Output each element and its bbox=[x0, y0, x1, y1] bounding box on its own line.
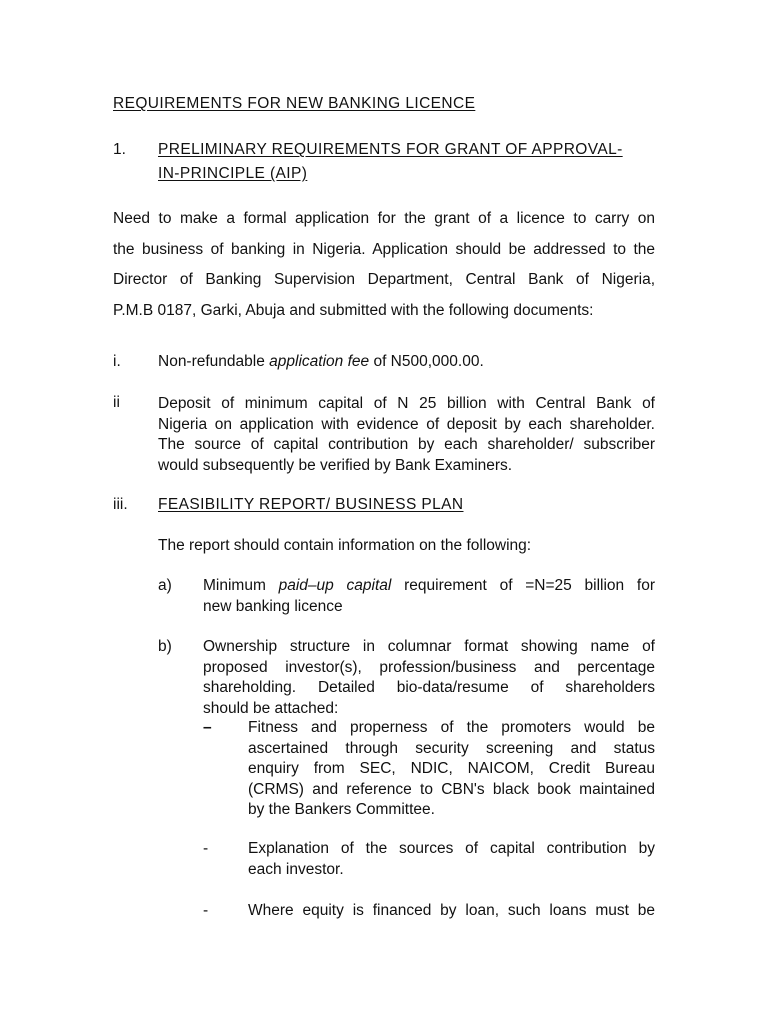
intro-paragraph bbox=[113, 204, 655, 326]
item-b-number: b) bbox=[158, 638, 172, 655]
sub-3-paragraph bbox=[248, 901, 655, 922]
sub-1-line: (CRMS) and reference to CBN's black book maintained bbox=[248, 780, 655, 798]
sub-1-line: Fitness and properness of the promoters would be bbox=[248, 719, 655, 736]
sub-2-line: each investor. bbox=[248, 860, 344, 878]
item-i-after: of N500,000.00. bbox=[369, 353, 484, 370]
sub-1-line: by the Bankers Committee. bbox=[248, 801, 435, 818]
document-title: REQUIREMENTS FOR NEW BANKING LICENCE bbox=[113, 95, 476, 112]
item-ii-line: would subsequently be verified by Bank Examiners. bbox=[158, 456, 513, 474]
item-b-line: Ownership structure in columnar format showing name of bbox=[203, 638, 655, 655]
item-a-emphasis: paid–up capital bbox=[278, 577, 392, 594]
intro-line: P.M.B 0187, Garki, Abuja and submitted with the following documents: bbox=[113, 301, 594, 319]
item-b-line: shareholding. Detailed bio-data/resume of shareholders bbox=[203, 679, 655, 696]
item-i-before: Non-refundable bbox=[158, 353, 270, 370]
sub-1-line: enquiry from SEC, NDIC, NAICOM, Credit Bureau bbox=[248, 760, 655, 777]
item-a-line-2: new banking licence bbox=[203, 597, 343, 615]
sub-1-dash: – bbox=[203, 719, 212, 736]
item-b-paragraph bbox=[203, 637, 655, 719]
item-a-line-1 bbox=[203, 576, 655, 597]
section-1-number: 1. bbox=[113, 141, 126, 158]
item-ii-line: The source of capital contribution by each shareholder/ subscriber bbox=[158, 436, 655, 453]
item-i-text bbox=[158, 353, 484, 371]
item-b-line: should be attached: bbox=[203, 699, 339, 717]
item-i-emphasis: application fee bbox=[269, 353, 370, 370]
item-i-number: i. bbox=[113, 353, 121, 370]
item-ii-line: Deposit of minimum capital of N 25 billion with Central Bank of bbox=[158, 395, 655, 412]
item-iii-heading: FEASIBILITY REPORT/ BUSINESS PLAN bbox=[158, 496, 464, 513]
item-a-after: requirement of =N=25 billion for bbox=[391, 577, 656, 594]
item-ii-number: ii bbox=[113, 394, 120, 411]
item-ii-line: Nigeria on application with evidence of deposit by each shareholder. bbox=[158, 415, 655, 433]
sub-2-dash: - bbox=[203, 840, 209, 857]
sub-3-dash: - bbox=[203, 902, 209, 919]
item-a-before: Minimum bbox=[203, 577, 279, 594]
section-1-heading-line-2: IN-PRINCIPLE (AIP) bbox=[158, 165, 308, 182]
sub-1-line: ascertained through security screening and status bbox=[248, 739, 655, 757]
sub-1-paragraph bbox=[248, 718, 655, 821]
intro-line: Need to make a formal application for the grant of a licence to carry on bbox=[113, 210, 655, 227]
item-iii-lead: The report should contain information on the following: bbox=[158, 537, 532, 554]
intro-line: Director of Banking Supervision Department, Central Bank of Nigeria, bbox=[113, 271, 655, 288]
item-iii-number: iii. bbox=[113, 496, 128, 513]
item-b-line: proposed investor(s), profession/business and percentage bbox=[203, 658, 655, 676]
sub-2-paragraph bbox=[248, 839, 655, 880]
sub-2-line: Explanation of the sources of capital contribution by bbox=[248, 840, 655, 857]
sub-3-line: Where equity is financed by loan, such loans must be bbox=[248, 902, 655, 919]
section-1-heading-line-1: PRELIMINARY REQUIREMENTS FOR GRANT OF APPROVAL- bbox=[158, 141, 623, 158]
item-a-number: a) bbox=[158, 577, 172, 594]
item-a-paragraph bbox=[203, 576, 655, 617]
intro-line: the business of banking in Nigeria. Application should be addressed to the bbox=[113, 240, 655, 258]
item-ii-paragraph bbox=[158, 394, 655, 476]
